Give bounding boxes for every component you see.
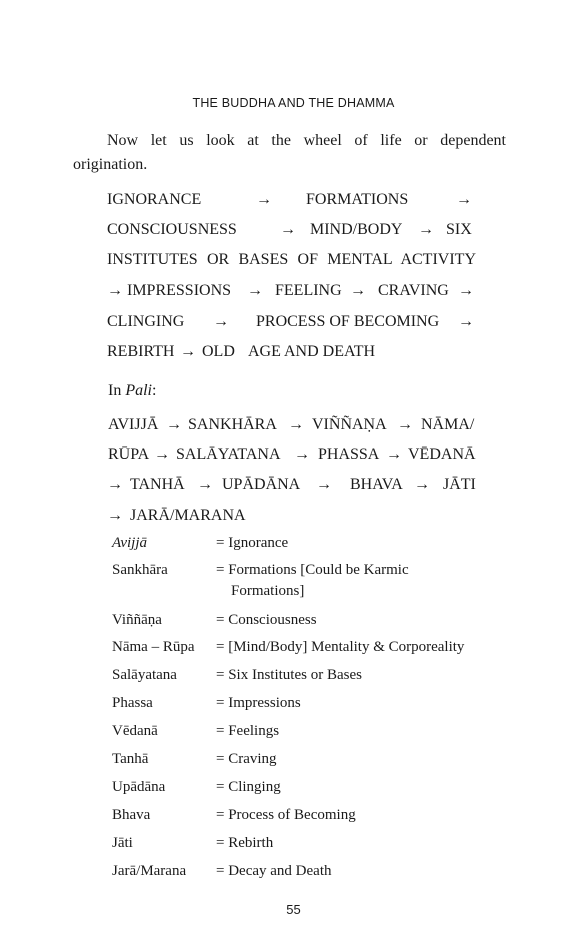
chain-word: SANKHĀRA	[188, 416, 277, 433]
arrow-icon: →	[397, 416, 413, 433]
chain-word: MIND/BODY	[310, 221, 403, 238]
arrow-icon: →	[418, 221, 434, 238]
glossary-definition: = [Mind/Body] Mentality & Corporeality	[216, 639, 465, 655]
running-header: THE BUDDHA AND THE DHAMMA	[192, 96, 395, 110]
arrow-icon: →	[107, 476, 123, 493]
arrow-icon: →	[166, 416, 182, 433]
glossary-definition: = Clinging	[216, 779, 281, 795]
chain-word: AGE AND DEATH	[248, 343, 376, 360]
glossary-definition: = Ignorance	[216, 535, 289, 551]
chain-word: FEELING	[275, 282, 342, 299]
arrow-icon: →	[197, 476, 213, 493]
arrow-icon: →	[414, 476, 430, 493]
glossary-definition: = Six Institutes or Bases	[216, 667, 362, 683]
arrow-icon: →	[154, 446, 170, 463]
glossary-definition: = Formations [Could be Karmic	[216, 562, 409, 578]
glossary-term: Nāma – Rūpa	[112, 639, 195, 655]
chain-word: VIÑÑAṆA	[312, 416, 387, 433]
pali-heading	[108, 382, 156, 400]
pali-heading-word: Pali	[125, 382, 152, 399]
glossary-term: Jāti	[112, 835, 133, 851]
chain-word: PHASSA	[318, 446, 380, 463]
chain-word: CONSCIOUSNESS	[107, 221, 237, 238]
page-number: 55	[286, 902, 301, 917]
chain-word: RŪPA	[108, 446, 150, 463]
chain-word: SIX	[446, 221, 472, 238]
intro-line-1: Now let us look at the wheel of life or dependent	[107, 132, 506, 149]
glossary-definition-continued: Formations]	[231, 583, 305, 599]
chain-word: CRAVING	[378, 282, 449, 299]
intro-line-2: origination.	[73, 156, 148, 173]
glossary-term: Bhava	[112, 807, 151, 823]
arrow-icon: →	[386, 446, 402, 463]
arrow-icon: →	[280, 221, 296, 238]
chain-word: IGNORANCE	[107, 191, 202, 208]
arrow-icon: →	[458, 282, 474, 299]
chain-word: SALĀYATANA	[176, 446, 281, 463]
arrow-icon: →	[180, 343, 196, 360]
glossary-definition: = Decay and Death	[216, 863, 332, 879]
glossary-term: Vēdanā	[112, 723, 158, 739]
arrow-icon: →	[256, 191, 272, 208]
arrow-icon: →	[350, 282, 366, 299]
pali-heading-prefix: In	[108, 382, 126, 399]
arrow-icon: →	[247, 282, 263, 299]
chain-word: UPĀDĀNA	[222, 476, 301, 493]
arrow-icon: →	[294, 446, 310, 463]
chain-word: TANHĀ	[130, 476, 185, 493]
glossary-definition: = Impressions	[216, 695, 301, 711]
chain-word: CLINGING	[107, 313, 185, 330]
chain-word: OLD	[202, 343, 235, 360]
arrow-icon: →	[288, 416, 304, 433]
chain-word: VĒDANĀ	[408, 446, 476, 463]
glossary-definition: = Craving	[216, 751, 277, 767]
glossary-term: Sankhāra	[112, 562, 168, 578]
arrow-icon: →	[213, 313, 229, 330]
chain-word: JARĀ/MARANA	[130, 507, 246, 524]
chain-word: NĀMA/	[421, 416, 475, 433]
chain-word: FORMATIONS	[306, 191, 409, 208]
arrow-icon: →	[316, 476, 332, 493]
pali-heading-suffix: :	[152, 382, 157, 399]
glossary-definition: = Process of Becoming	[216, 807, 356, 823]
arrow-icon: →	[458, 313, 474, 330]
arrow-icon: →	[456, 191, 472, 208]
chain-word: AVIJJĀ	[108, 416, 159, 433]
chain-word: REBIRTH	[107, 343, 175, 360]
glossary-term: Tanhā	[112, 751, 149, 767]
glossary-term: Avijjā	[112, 535, 147, 551]
arrow-icon: →	[107, 507, 123, 524]
glossary-term: Jarā/Marana	[112, 863, 187, 879]
glossary-term: Phassa	[112, 695, 153, 711]
chain-word: PROCESS OF BECOMING	[256, 313, 440, 330]
glossary-term: Salāyatana	[112, 667, 177, 683]
glossary-definition: = Consciousness	[216, 612, 317, 628]
glossary-term: Viññāṇa	[112, 612, 162, 628]
chain-word: JĀTI	[443, 476, 476, 493]
glossary-definition: = Rebirth	[216, 835, 274, 851]
chain-word: INSTITUTES OR BASES OF MENTAL ACTIVITY	[107, 251, 476, 268]
glossary-term: Upādāna	[112, 779, 166, 795]
chain-word: → IMPRESSIONS	[107, 282, 232, 299]
chain-word: BHAVA	[350, 476, 403, 493]
glossary-definition: = Feelings	[216, 723, 280, 739]
